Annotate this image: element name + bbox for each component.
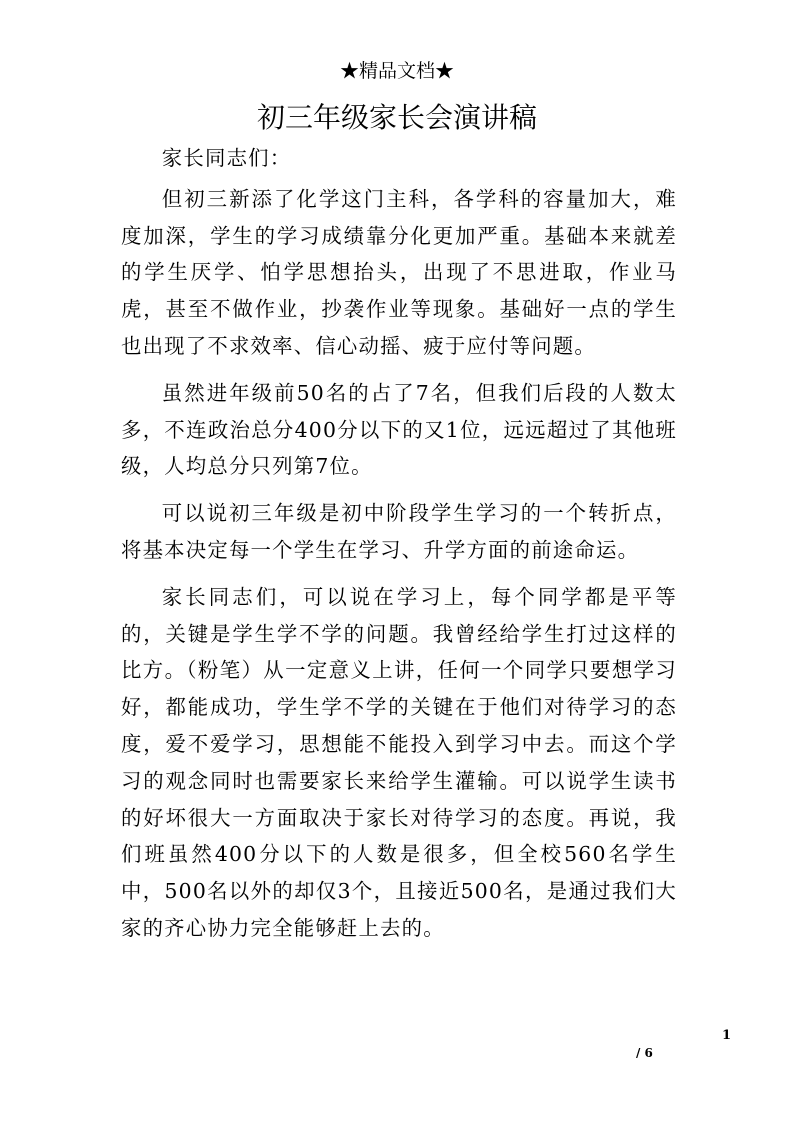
document-body	[121, 140, 677, 957]
paragraph-3: 可以说初三年级是初中阶段学生学习的一个转折点，将基本决定每一个学生在学习、升学方面的前途命运。	[121, 501, 677, 562]
document-title: 初三年级家长会演讲稿	[256, 101, 537, 134]
paragraph-1: 但初三新添了化学这门主科，各学科的容量加大，难度加深，学生的学习成绩靠分化更加严重。基础本来就差的学生厌学、怕学思想抬头，出现了不思进取，作业马虎，甚至不做作业，抄袭作业等现象。基础好一点的学生也出现了不求效率、信心动摇、疲于应付等问题。	[121, 186, 677, 358]
paragraph-2: 虽然进年级前50名的占了7名，但我们后段的人数太多，不连政治总分400分以下的又1位，远远超过了其他班级，人均总分只列第7位。	[121, 380, 677, 479]
page-number: 1	[722, 1028, 732, 1043]
salutation: 家长同志们：	[161, 146, 292, 170]
document-header-label: ★精品文档★	[339, 60, 454, 82]
paragraph-4: 家长同志们，可以说在学习上，每个同学都是平等的，关键是学生学不学的问题。我曾经给学生打过这样的比方。（粉笔）从一定意义上讲，任何一个同学只要想学习好，都能成功，学生学不学的关键在于他们对待学习的态度，爱不爱学习，思想能不能投入到学习中去。而这个学习的观念同时也需要家长来给学生灌输。可以说学生读书的好坏很大一方面取决于家长对待学习的态度。再说，我们班虽然400分以下的人数是很多，但全校560名学生中，500名以外的却仅3个，且接近500名，是通过我们大家的齐心协力完全能够赶上去的。	[121, 584, 677, 940]
page-total: / 6	[636, 1046, 653, 1060]
